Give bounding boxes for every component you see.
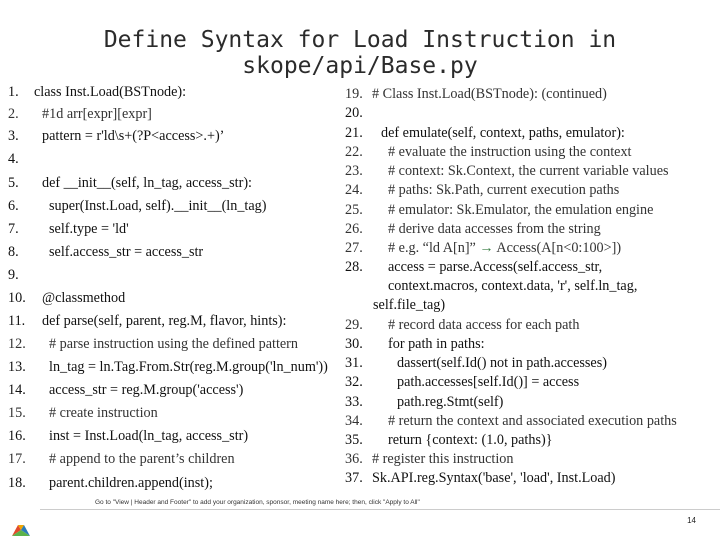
code-line <box>8 450 235 468</box>
line-number: 31. <box>345 355 363 371</box>
code-line <box>345 201 653 219</box>
line-number: 18. <box>8 475 26 491</box>
line-text: pattern = r'ld\s+(?P<access>.+)’ <box>42 128 225 144</box>
line-text: # emulator: Sk.Emulator, the emulation engine <box>388 202 654 218</box>
footer-note: Go to "View | Header and Footer" to add your organization, sponsor, meeting name here; then, click "Apply to All" <box>95 499 420 506</box>
line-number: 16. <box>8 428 26 444</box>
line-number: 2. <box>8 106 19 122</box>
code-line <box>345 316 579 334</box>
line-text: # create instruction <box>49 405 158 421</box>
code-line <box>345 373 579 391</box>
line-number: 28. <box>345 259 363 275</box>
line-text: dassert(self.Id() not in path.accesses) <box>397 355 607 371</box>
code-line <box>8 243 203 261</box>
line-number: 24. <box>345 182 363 198</box>
line-text: #1d arr[expr][expr] <box>42 106 152 122</box>
line-text: # return the context and associated execution paths <box>388 413 677 429</box>
code-line <box>8 358 328 376</box>
line-text: super(Inst.Load, self).__init__(ln_tag) <box>49 198 267 214</box>
code-line <box>8 427 248 445</box>
code-line <box>345 469 616 487</box>
line-text: path.accesses[self.Id()] = access <box>397 374 580 390</box>
line-text: self.type = 'ld' <box>49 221 129 237</box>
line-text: self.file_tag) <box>373 297 446 313</box>
line-number: 17. <box>8 451 26 467</box>
code-line <box>8 266 42 284</box>
line-text: def __init__(self, ln_tag, access_str): <box>42 175 252 191</box>
line-number: 5. <box>8 175 19 191</box>
line-number: 20. <box>345 105 363 121</box>
code-line <box>8 150 42 168</box>
line-text: self.access_str = access_str <box>49 244 204 260</box>
code-line <box>345 412 677 430</box>
line-text: # parse instruction using the defined pattern <box>49 336 299 352</box>
line-text: ln_tag = ln.Tag.From.Str(reg.M.group('ln_num')) <box>49 359 328 375</box>
line-number: 21. <box>345 125 363 141</box>
code-line <box>8 335 298 353</box>
line-number: 9. <box>8 267 19 283</box>
code-line <box>8 105 152 123</box>
line-text: # context: Sk.Context, the current variable values <box>388 163 669 179</box>
line-number: 12. <box>8 336 26 352</box>
line-number: 6. <box>8 198 19 214</box>
line-text: # evaluate the instruction using the context <box>388 144 632 160</box>
line-text: for path in paths: <box>388 336 485 352</box>
line-text: # register this instruction <box>372 451 514 467</box>
line-text: Access(A[n<0:100>]) <box>496 240 622 256</box>
line-number: 13. <box>8 359 26 375</box>
line-text: parent.children.append(inst); <box>49 475 213 491</box>
code-line <box>8 197 267 215</box>
line-text: # record data access for each path <box>388 317 580 333</box>
code-line <box>8 83 186 101</box>
line-number: 22. <box>345 144 363 160</box>
code-line <box>8 174 252 192</box>
code-line <box>345 104 372 122</box>
code-line <box>345 258 602 276</box>
line-number: 7. <box>8 221 19 237</box>
code-line <box>345 354 607 372</box>
page-number: 14 <box>687 516 696 525</box>
organization-logo-icon <box>8 520 36 538</box>
line-number: 32. <box>345 374 363 390</box>
line-number: 23. <box>345 163 363 179</box>
line-number: 30. <box>345 336 363 352</box>
code-line <box>8 127 224 145</box>
code-line <box>8 404 158 422</box>
line-number: 4. <box>8 151 19 167</box>
line-number: 34. <box>345 413 363 429</box>
code-line <box>345 239 621 257</box>
line-number: 36. <box>345 451 363 467</box>
code-line <box>345 181 619 199</box>
code-line <box>345 450 513 468</box>
line-number: 25. <box>345 202 363 218</box>
line-text: def parse(self, parent, reg.M, flavor, hints): <box>42 313 287 329</box>
line-text: class Inst.Load(BSTnode): <box>34 84 187 100</box>
code-line-continued <box>373 296 445 314</box>
line-text: # e.g. “ld A[n]” <box>388 240 476 256</box>
line-text: @classmethod <box>42 290 126 306</box>
line-text: # paths: Sk.Path, current execution paths <box>388 182 620 198</box>
line-number: 11. <box>8 313 26 329</box>
code-line <box>345 85 607 103</box>
code-line <box>8 220 129 238</box>
code-line <box>345 143 632 161</box>
code-line <box>345 124 625 142</box>
code-line <box>8 474 213 492</box>
line-text: def emulate(self, context, paths, emulator): <box>381 125 625 141</box>
slide-title: Define Syntax for Load Instruction in skope/api/Base.py <box>103 27 617 79</box>
line-number: 33. <box>345 394 363 410</box>
line-text: context.macros, context.data, 'r', self.ln_tag, <box>388 278 638 294</box>
line-number: 15. <box>8 405 26 421</box>
footer-divider <box>40 509 720 510</box>
line-text: path.reg.Stmt(self) <box>397 394 504 410</box>
line-text: # append to the parent’s children <box>49 451 235 467</box>
line-text: # Class Inst.Load(BSTnode): (continued) <box>372 86 607 102</box>
line-number: 35. <box>345 432 363 448</box>
line-number: 14. <box>8 382 26 398</box>
line-number: 1. <box>8 84 19 100</box>
line-number: 29. <box>345 317 363 333</box>
line-text: return {context: (1.0, paths)} <box>388 432 553 448</box>
code-line <box>345 335 485 353</box>
line-number: 3. <box>8 128 19 144</box>
code-line <box>345 431 553 449</box>
line-number: 37. <box>345 470 363 486</box>
arrow-right-icon: → <box>479 240 494 256</box>
line-text: access_str = reg.M.group('access') <box>49 382 244 398</box>
code-line <box>345 393 503 411</box>
line-text: # derive data accesses from the string <box>388 221 601 237</box>
code-line <box>345 220 601 238</box>
line-number: 26. <box>345 221 363 237</box>
line-number: 8. <box>8 244 19 260</box>
line-number: 27. <box>345 240 363 256</box>
code-line <box>345 162 669 180</box>
code-line-continued <box>388 277 637 295</box>
code-line <box>8 381 243 399</box>
code-line <box>8 289 125 307</box>
line-number: 19. <box>345 86 363 102</box>
line-text: access = parse.Access(self.access_str, <box>388 259 603 275</box>
line-text: Sk.API.reg.Syntax('base', 'load', Inst.Load) <box>372 470 616 486</box>
line-number: 10. <box>8 290 26 306</box>
code-line <box>8 312 286 330</box>
line-text: inst = Inst.Load(ln_tag, access_str) <box>49 428 249 444</box>
